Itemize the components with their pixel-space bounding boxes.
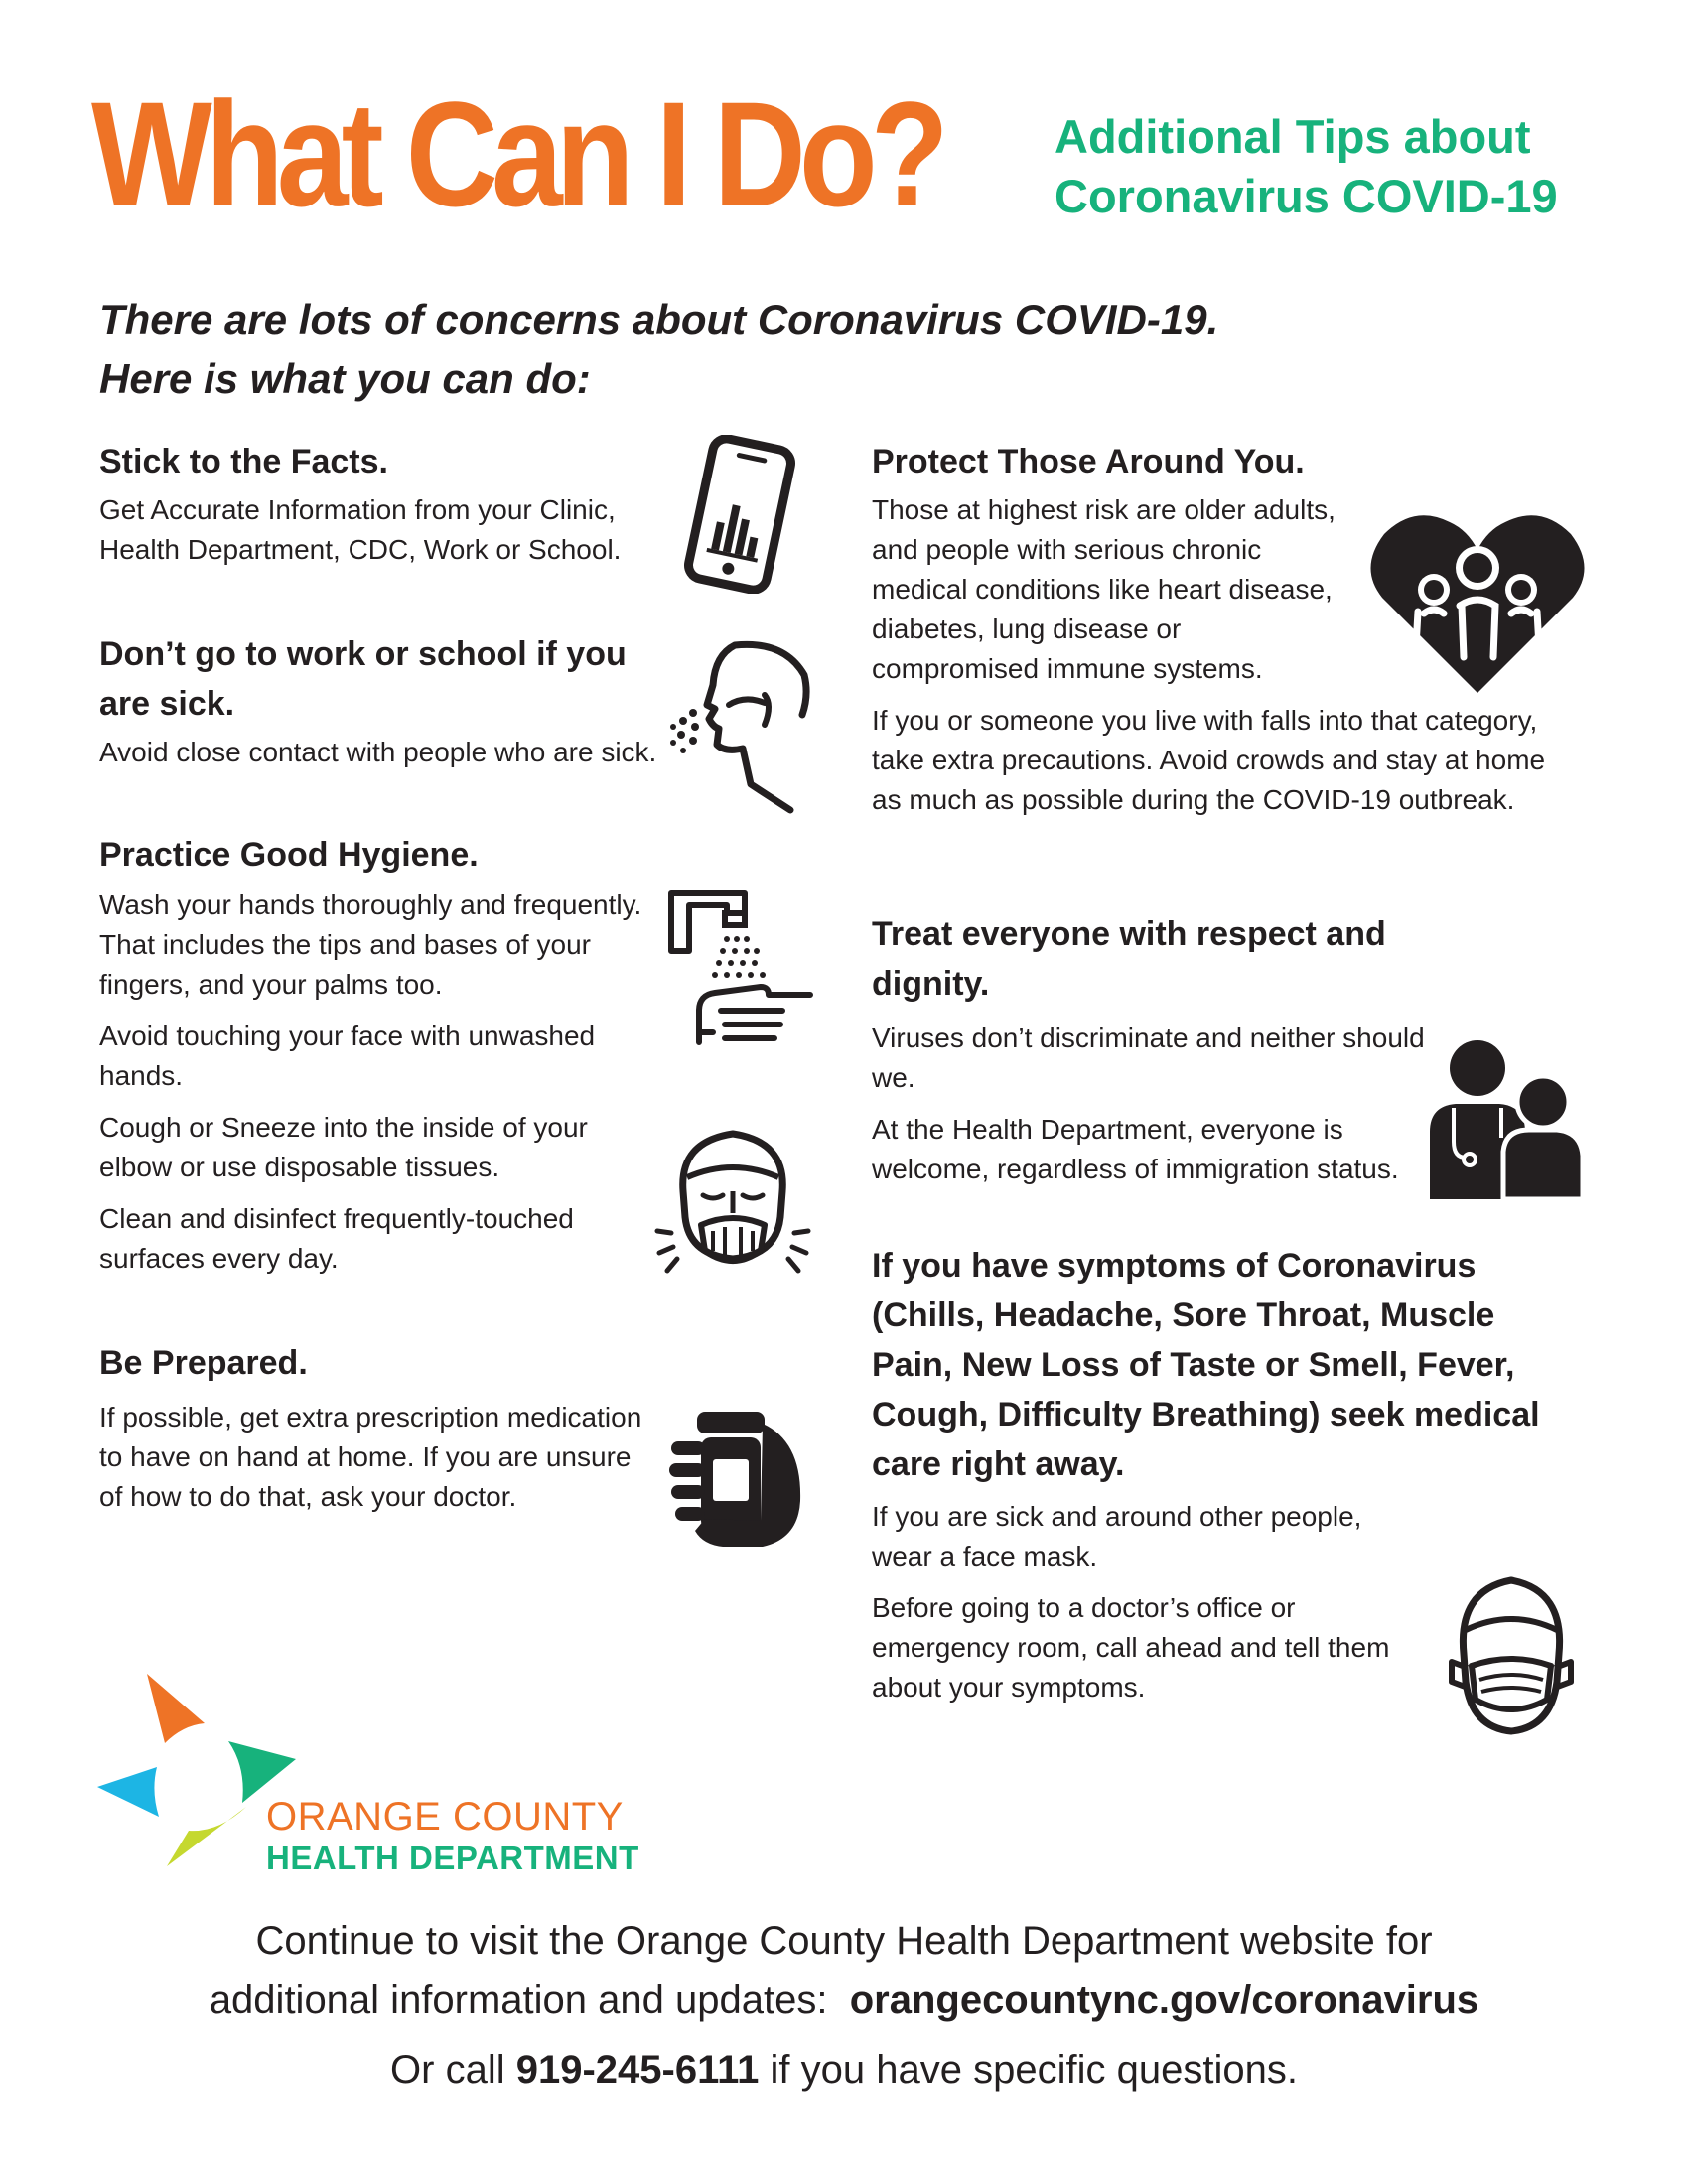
section-sick-title: Don’t go to work or school if you are sick. (99, 635, 627, 723)
coughing-face-icon (653, 1122, 812, 1281)
section-facts-text: Get Accurate Information from your Clinic, Health Department, CDC, Work or School. (99, 494, 622, 565)
section-symptoms-title: If you have symptoms of Coronavirus (Chills, Headache, Sore Throat, Muscle Pain, New Loss of Taste or Smell, Fever, Cough, Difficulty Breathing) seek medical care right away. (872, 1247, 1540, 1483)
phone-number[interactable]: 919-245-6111 (515, 2048, 760, 2092)
intro-text (99, 290, 1390, 409)
logo-text (266, 1795, 639, 1878)
logo-name: ORANGE COUNTY (266, 1795, 624, 1839)
doctor-patient-icon (1426, 1032, 1585, 1201)
section-facts-title: Stick to the Facts. (99, 443, 388, 480)
footer-line-3-suffix: if you have specific questions. (759, 2048, 1298, 2092)
section-sick (99, 629, 655, 772)
footer-line-2 (99, 1971, 1589, 2030)
section-facts (99, 437, 675, 570)
pill-bottle-hand-icon (663, 1402, 812, 1551)
section-protect-title: Protect Those Around You. (872, 443, 1305, 480)
sneezing-person-icon (665, 635, 814, 814)
protect-text-2: If you or someone you live with falls into that category, take extra precautions. Avoid crowds and stay at home as much as possible during the COVID-19 outbreak. (872, 705, 1546, 815)
symptoms-text-2: Before going to a doctor’s office or emergency room, call ahead and tell them about your symptoms. (872, 1592, 1390, 1703)
footer (99, 1911, 1589, 2100)
hygiene-text-3: Cough or Sneeze into the inside of your elbow or use disposable tissues. (99, 1112, 588, 1182)
respect-text-1: Viruses don’t discriminate and neither should we. (872, 1023, 1425, 1093)
protect-text-1: Those at highest risk are older adults, and people with serious chronic medical conditions like heart disease, diabetes, lung disease or compromised immune systems. (872, 494, 1336, 684)
hand-washing-icon (665, 884, 814, 1052)
subtitle-line-1: Additional Tips about (1055, 110, 1531, 163)
footer-line-3-prefix: Or call (390, 2048, 516, 2092)
section-prepared-text: If possible, get extra prescription medication to have on hand at home. If you are unsure of how to do that, ask your doctor. (99, 1402, 642, 1512)
hygiene-text-1: Wash your hands thoroughly and frequently. That includes the tips and bases of your fingers, and your palms too. (99, 889, 642, 1000)
section-respect (872, 909, 1507, 1189)
section-sick-text: Avoid close contact with people who are sick. (99, 737, 657, 767)
intro-line-1: There are lots of concerns about Coronavirus COVID-19. (99, 296, 1219, 342)
page-subtitle (1055, 107, 1611, 226)
footer-line-2-prefix: additional information and updates: (209, 1979, 850, 2022)
family-heart-icon (1368, 508, 1587, 697)
smartphone-chart-icon (675, 435, 804, 594)
respect-text-2: At the Health Department, everyone is welcome, regardless of immigration status. (872, 1114, 1399, 1184)
section-respect-title: Treat everyone with respect and dignity. (872, 915, 1386, 1003)
hygiene-text-4: Clean and disinfect frequently-touched surfaces every day. (99, 1203, 574, 1274)
section-hygiene-title: Practice Good Hygiene. (99, 836, 479, 874)
section-prepared (99, 1338, 655, 1517)
subtitle-line-2: Coronavirus COVID-19 (1055, 170, 1558, 222)
section-hygiene (99, 830, 655, 1279)
section-prepared-title: Be Prepared. (99, 1344, 308, 1382)
page-title: What Can I Do? (91, 70, 942, 237)
intro-line-2: Here is what you can do: (99, 355, 591, 402)
footer-line-3 (99, 2040, 1589, 2100)
logo-department: HEALTH DEPARTMENT (266, 1840, 639, 1876)
footer-line-1: Continue to visit the Orange County Health Department website for (255, 1919, 1433, 1963)
symptoms-text-1: If you are sick and around other people, wear a face mask. (872, 1501, 1362, 1571)
website-link[interactable]: orangecountync.gov/coronavirus (849, 1979, 1479, 2022)
face-mask-icon (1442, 1570, 1581, 1739)
hygiene-text-2: Avoid touching your face with unwashed hands. (99, 1021, 596, 1091)
section-protect (872, 437, 1546, 820)
